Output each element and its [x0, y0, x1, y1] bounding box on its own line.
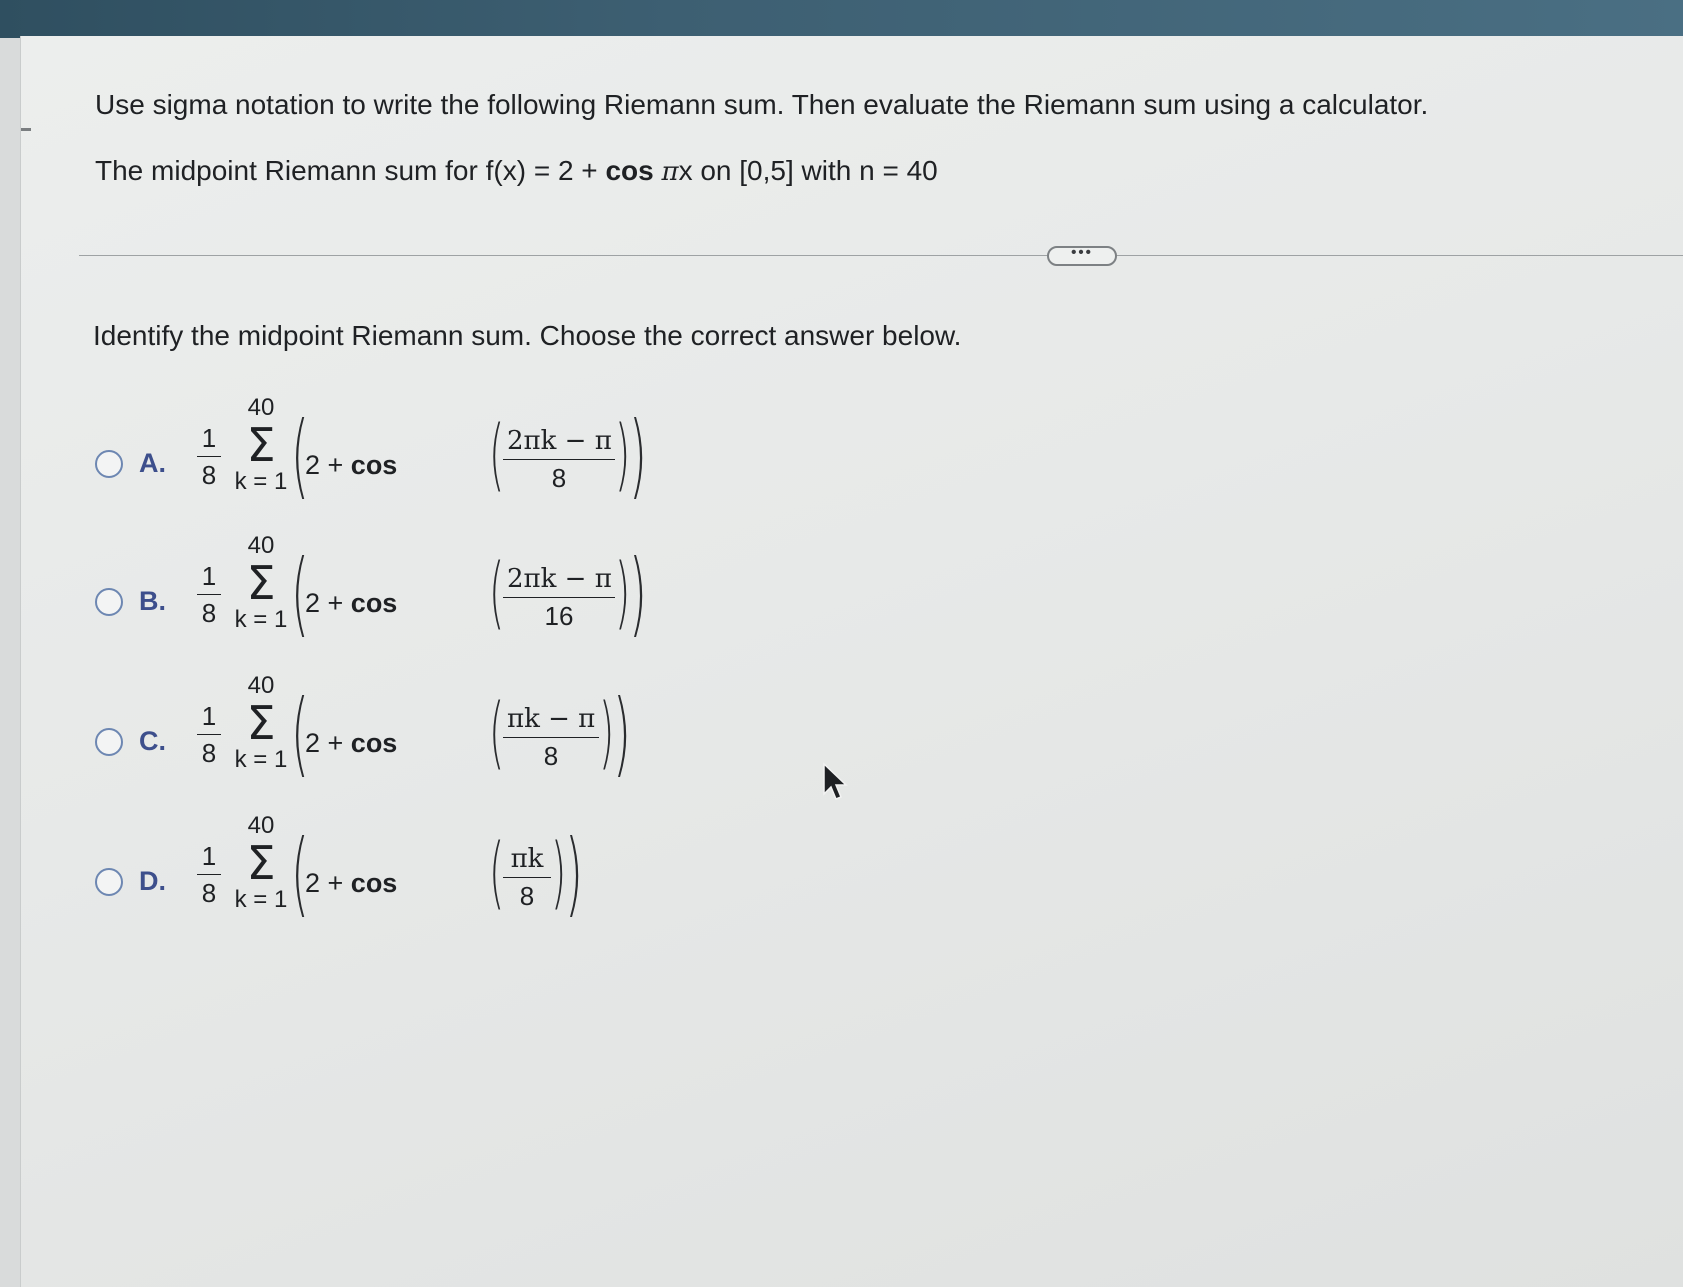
option-letter: B.	[139, 586, 166, 616]
argument-fraction	[503, 702, 599, 773]
summand-expression	[305, 450, 397, 481]
open-paren-icon: (	[489, 828, 505, 918]
coefficient-fraction	[197, 840, 221, 909]
left-edge-mark	[21, 128, 31, 131]
sum-lower-limit: k = 1	[234, 468, 288, 495]
close-paren-icon: )	[565, 820, 583, 927]
open-paren-icon: (	[489, 688, 505, 778]
option-letter: D.	[139, 866, 166, 896]
close-paren-icon: )	[551, 828, 567, 918]
summand-expression	[305, 728, 397, 759]
summation	[227, 394, 295, 496]
fraction-bar	[503, 459, 615, 460]
argument-fraction	[503, 842, 551, 913]
summand-expression	[305, 868, 397, 899]
cos-function: cos	[350, 868, 398, 898]
question-line2-suffix: x on [0,5] with n = 40	[678, 155, 938, 186]
option-letter: C.	[139, 726, 166, 756]
fraction-bar	[197, 734, 221, 735]
radio-unselected-icon[interactable]	[95, 728, 123, 756]
sum-lower-limit: k = 1	[234, 746, 288, 773]
coefficient-numerator: 1	[201, 561, 217, 591]
question-page	[20, 36, 1683, 1287]
question-cos: cos	[605, 155, 654, 186]
coefficient-numerator: 1	[201, 841, 217, 871]
coefficient-denominator: 8	[201, 460, 217, 490]
show-more-button[interactable]: •••	[1047, 246, 1117, 266]
coefficient-numerator: 1	[201, 701, 217, 731]
argument-denominator: 8	[551, 463, 567, 493]
close-paren-icon: )	[615, 410, 631, 500]
argument-fraction	[503, 424, 615, 495]
open-paren-icon: (	[291, 820, 309, 927]
summand-expression	[305, 588, 397, 619]
instruction-text: Identify the midpoint Riemann sum. Choose the correct answer below.	[93, 320, 962, 351]
open-paren-icon: (	[291, 540, 309, 647]
fraction-bar	[197, 594, 221, 595]
cos-function: cos	[350, 450, 398, 480]
cos-function: cos	[350, 728, 398, 758]
argument-fraction	[503, 562, 615, 633]
summation	[227, 672, 295, 774]
sigma-icon: Σ	[246, 556, 276, 610]
fraction-bar	[503, 737, 599, 738]
question-text-line1: Use sigma notation to write the following Riemann sum. Then evaluate the Riemann sum using a calculator.	[95, 89, 1429, 120]
answer-option-c[interactable]	[93, 672, 653, 798]
open-paren-icon: (	[291, 402, 309, 509]
fraction-bar	[197, 456, 221, 457]
summation	[227, 812, 295, 914]
question-line2-prefix: The midpoint Riemann sum for f(x) = 2 +	[95, 155, 606, 186]
answer-option-a[interactable]	[93, 394, 653, 520]
answer-option-d[interactable]	[93, 812, 653, 938]
question-text-line2	[95, 154, 938, 189]
coefficient-denominator: 8	[201, 878, 217, 908]
coefficient-fraction	[197, 700, 221, 769]
argument-denominator: 8	[519, 881, 535, 911]
summand-lead: 2 +	[305, 588, 351, 618]
coefficient-denominator: 8	[201, 598, 217, 628]
section-divider	[79, 255, 1683, 256]
summation	[227, 532, 295, 634]
close-paren-icon: )	[615, 548, 631, 638]
argument-numerator: πk	[510, 844, 544, 874]
coefficient-denominator: 8	[201, 738, 217, 768]
close-paren-icon: )	[599, 688, 615, 778]
sum-lower-limit: k = 1	[234, 886, 288, 913]
sum-upper-limit: 40	[247, 812, 275, 839]
argument-numerator: 2πk − π	[507, 564, 612, 594]
cos-function: cos	[350, 588, 398, 618]
sum-upper-limit: 40	[247, 672, 275, 699]
sigma-icon: Σ	[246, 418, 276, 472]
close-paren-icon: )	[629, 402, 647, 509]
fraction-bar	[503, 597, 615, 598]
summand-lead: 2 +	[305, 868, 351, 898]
summand-lead: 2 +	[305, 450, 351, 480]
answer-option-b[interactable]	[93, 532, 653, 658]
top-header-bar	[0, 0, 1683, 38]
radio-unselected-icon[interactable]	[95, 588, 123, 616]
open-paren-icon: (	[291, 680, 309, 787]
argument-numerator: πk − π	[507, 704, 596, 734]
radio-unselected-icon[interactable]	[95, 450, 123, 478]
sigma-icon: Σ	[246, 836, 276, 890]
sum-upper-limit: 40	[247, 394, 275, 421]
open-paren-icon: (	[489, 410, 505, 500]
coefficient-numerator: 1	[201, 423, 217, 453]
argument-numerator: 2πk − π	[507, 426, 612, 456]
sum-lower-limit: k = 1	[234, 606, 288, 633]
fraction-bar	[503, 877, 551, 878]
fraction-bar	[197, 874, 221, 875]
coefficient-fraction	[197, 422, 221, 491]
open-paren-icon: (	[489, 548, 505, 638]
coefficient-fraction	[197, 560, 221, 629]
argument-denominator: 8	[543, 741, 559, 771]
radio-unselected-icon[interactable]	[95, 868, 123, 896]
close-paren-icon: )	[613, 680, 631, 787]
sum-upper-limit: 40	[247, 532, 275, 559]
sigma-icon: Σ	[246, 696, 276, 750]
question-pi: π	[661, 157, 679, 187]
summand-lead: 2 +	[305, 728, 351, 758]
mouse-pointer-icon	[820, 762, 850, 802]
argument-denominator: 16	[544, 601, 574, 631]
option-letter: A.	[139, 448, 166, 478]
close-paren-icon: )	[629, 540, 647, 647]
